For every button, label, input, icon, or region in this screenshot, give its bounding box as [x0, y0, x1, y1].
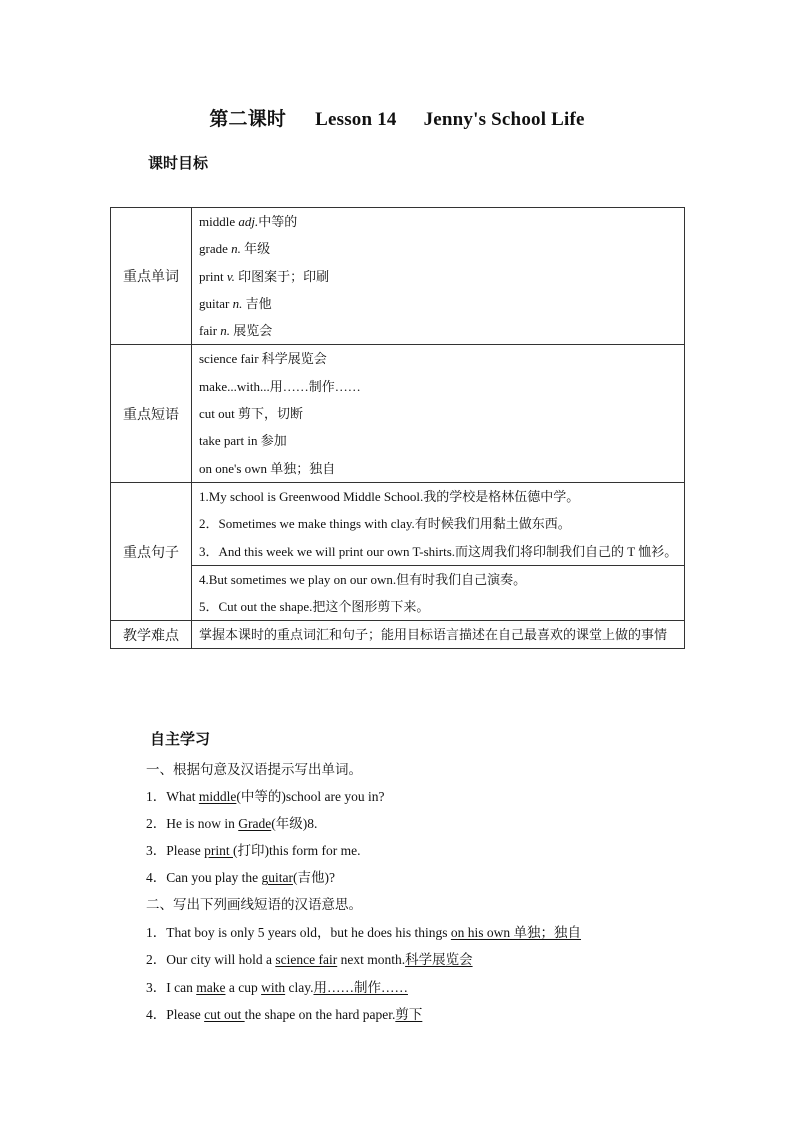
answer: 科学展览会 [405, 952, 473, 967]
objective-heading: 课时目标 [148, 156, 209, 172]
title-lesson-name: Jenny's School Life [423, 109, 585, 130]
phrases-cell [192, 345, 685, 482]
phrases-row [111, 345, 685, 482]
phrase-item: cut out 剪下，切断 [199, 406, 303, 422]
sentence-item: 5．Cut out the shape.把这个图形剪下来。 [199, 598, 430, 614]
phrase: cut out [204, 1007, 245, 1022]
vocab-item: guitar n. 吉他 [199, 295, 272, 311]
part1-instruction: 一、根据句意及汉语提示写出单词。 [146, 762, 362, 777]
exercise-item: 2．He is now in Grade(年级)8. [146, 816, 318, 831]
answer: 用……制作…… [313, 980, 408, 995]
sentences-cell-2 [192, 565, 685, 621]
answer: guitar [261, 870, 293, 885]
goals-table [110, 207, 685, 649]
answer: 单独；独自 [513, 925, 581, 940]
answer: middle [198, 789, 237, 804]
exercise-item: 3．I can make a cup with clay.用……制作…… [146, 980, 408, 995]
phrase: make [196, 980, 226, 995]
phrase-item: on one's own 单独；独自 [199, 460, 336, 476]
phrase: on his own [450, 925, 514, 940]
vocab-cell [192, 208, 685, 345]
sentences-row-2 [111, 565, 685, 621]
sentences-cell-1 [192, 482, 685, 565]
difficulty-text: 掌握本课时的重点词汇和句子；能用目标语言描述在自己最喜欢的课堂上做的事情 [199, 627, 668, 643]
exercise-item: 1．What middle(中等的)school are you in? [146, 789, 385, 804]
answer: Grade [238, 816, 272, 831]
vocab-label: 重点单词 [111, 208, 192, 345]
vocab-item: fair n. 展览会 [199, 323, 273, 339]
phrase: with [261, 980, 286, 995]
self-study-heading: 自主学习 [150, 732, 211, 748]
difficulty-row [111, 621, 685, 649]
exercise-item: 4．Can you play the guitar(吉他)? [146, 870, 335, 885]
sentences-row-1 [111, 482, 685, 565]
phrase: science fair [275, 952, 338, 967]
phrases-label: 重点短语 [111, 345, 192, 482]
vocab-item: middle adj.中等的 [199, 214, 298, 229]
exercise-item: 2．Our city will hold a science fair next month.科学展览会 [146, 952, 473, 967]
exercise-item: 1．That boy is only 5 years old，but he does his things on his own 单独；独自 [146, 925, 581, 940]
phrase-item: make...with...用……制作…… [199, 378, 361, 394]
difficulty-cell [192, 621, 685, 649]
title-lesson: Lesson 14 [315, 109, 397, 130]
sentences-label: 重点句子 [111, 482, 192, 620]
vocab-item: print v. 印图案于；印刷 [199, 268, 330, 284]
sentence-item: 2．Sometimes we make things with clay.有时候我们用黏土做东西。 [199, 516, 571, 532]
phrase-item: science fair 科学展览会 [199, 351, 327, 367]
sentence-item: 3．And this week we will print our own T-shirts.而这周我们将印制我们自己的 T 恤衫。 [199, 543, 678, 559]
exercise-item: 4．Please cut out the shape on the hard paper.剪下 [146, 1007, 423, 1022]
difficulty-label: 教学难点 [111, 621, 192, 649]
sentence-item: 1.My school is Greenwood Middle School.我的学校是格林伍德中学。 [199, 488, 580, 504]
answer: 剪下 [395, 1007, 423, 1022]
sentence-item: 4.But sometimes we play on our own.但有时我们自己演奏。 [199, 571, 527, 587]
vocab-item: grade n. 年级 [199, 241, 271, 257]
title-chinese: 第二课时 [209, 109, 287, 130]
exercise-item: 3．Please print (打印)this form for me. [146, 843, 361, 858]
phrase-item: take part in 参加 [199, 433, 287, 449]
page-title [0, 104, 794, 131]
part2-instruction: 二、写出下列画线短语的汉语意思。 [146, 897, 362, 912]
vocab-row [111, 208, 685, 345]
answer: print [204, 843, 233, 858]
